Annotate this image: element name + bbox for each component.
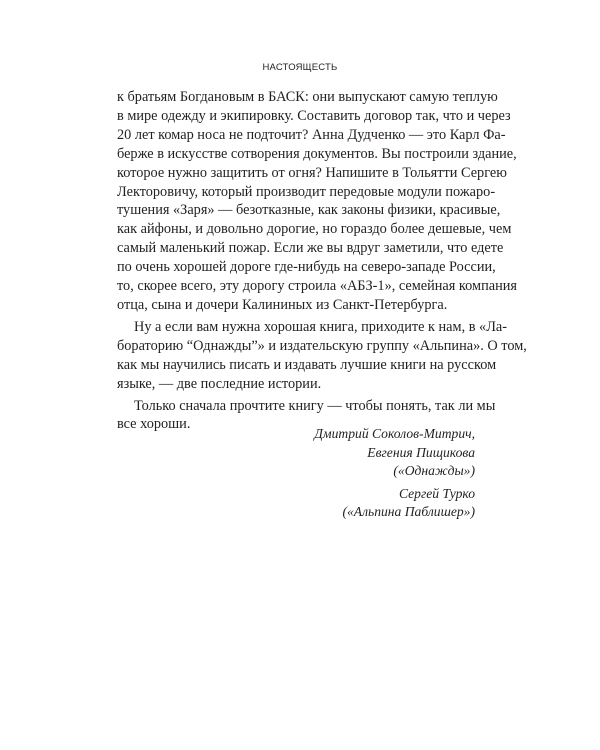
signature-block-odnazhdy — [117, 425, 475, 481]
text-line: как айфоны, и довольно дорогие, но гораздо более дешевые, чем — [117, 221, 512, 238]
text-line: в мире одежду и экипировку. Составить договор так, что и через — [117, 107, 511, 124]
text-line: Лекторовичу, который производит передовые модули пожаро- — [117, 183, 496, 200]
text-line: языке, — две последние истории. — [117, 375, 322, 392]
text-line: которое нужно защитить от огня? Напишите в Тольятти Сергею — [117, 164, 507, 181]
signature-line: («Однажды») — [393, 463, 475, 479]
text-line: отца, сына и дочери Калининых из Санкт-Петербурга. — [117, 296, 448, 313]
paragraph — [117, 88, 517, 315]
text-line: по очень хорошей дороге где-нибудь на северо-западе России, — [117, 259, 496, 276]
text-line: бораторию “Однажды”» и издательскую группу «Альпина». О том, — [117, 337, 527, 354]
text-line: 20 лет комар носа не подточит? Анна Дудченко — это Карл Фа- — [117, 126, 506, 143]
text-line: Только сначала прочтите книгу — чтобы понять, так ли мы — [134, 397, 496, 414]
signature-line: Сергей Турко — [398, 485, 475, 501]
body-text — [117, 88, 527, 434]
signature-line: («Альпина Паблишер») — [342, 504, 475, 520]
running-head: НАСТОЯЩЕСТЬ — [262, 62, 338, 73]
signature-block-alpina — [117, 485, 475, 522]
text-line: к братьям Богдановым в БАСК: они выпускают самую теплую — [117, 89, 498, 105]
text-line: Ну а если вам нужна хорошая книга, приходите к нам, в «Ла- — [134, 318, 507, 335]
signature-line: Дмитрий Соколов-Митрич, — [314, 426, 475, 441]
signatures — [117, 425, 475, 522]
text-line: тушения «Заря» — безотказные, как законы физики, красивые, — [117, 202, 501, 219]
text-line: самый маленький пожар. Если же вы вдруг заметили, что едете — [117, 240, 504, 257]
text-line: то, скорее всего, эту дорогу строила «АБЗ-1», семейная компания — [117, 278, 517, 295]
signature-line: Евгения Пищикова — [367, 444, 475, 460]
text-line: берже в искусстве сотворения документов. Вы построили здание, — [117, 145, 517, 162]
text-line: все хороши. — [117, 416, 191, 433]
text-line: как мы научились писать и издавать лучшие книги на русском — [117, 356, 497, 373]
paragraph — [117, 318, 527, 394]
